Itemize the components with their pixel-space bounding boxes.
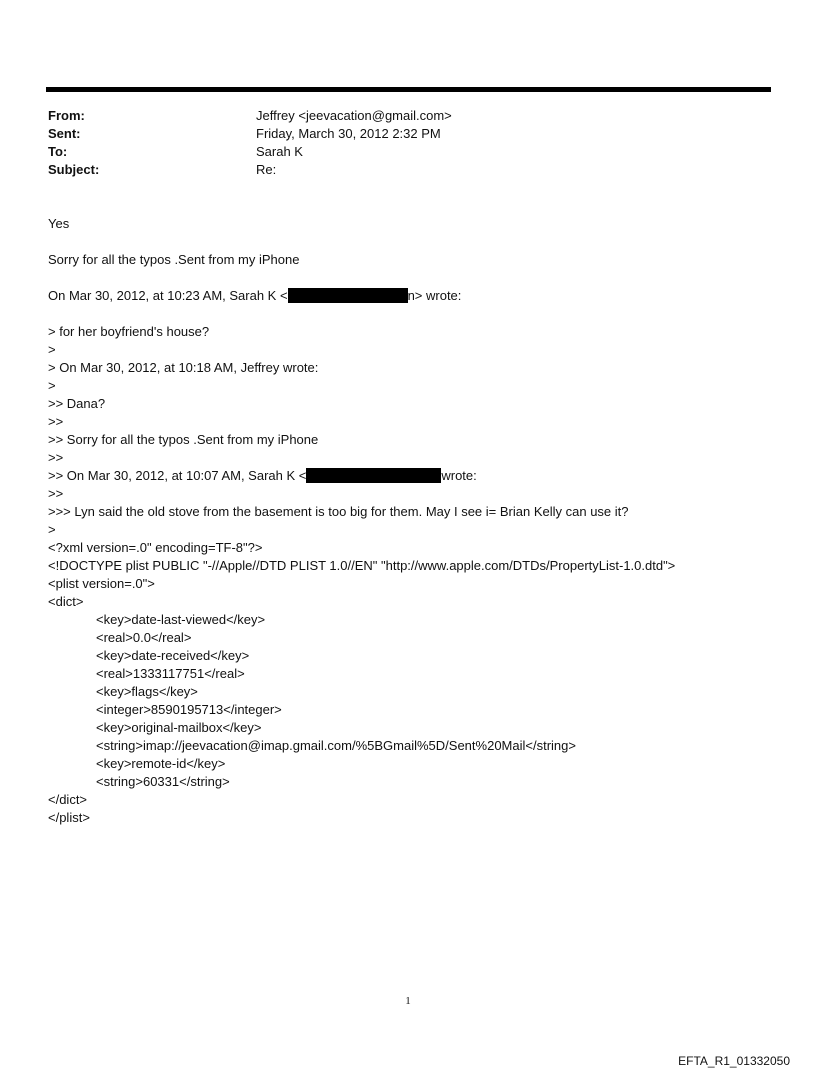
redaction-box	[288, 288, 408, 303]
sent-row	[48, 125, 648, 143]
plist-entry: <real>1333117751</real>	[96, 666, 245, 681]
quoted-line: >> Dana?	[48, 396, 106, 411]
quoted-line: >>	[48, 450, 64, 465]
quote-header-1-prefix: On Mar 30, 2012, at 10:23 AM, Sarah K <	[48, 288, 288, 303]
plist-entry: <real>0.0</real>	[96, 630, 192, 645]
to-label: To:	[48, 144, 68, 159]
page-number: 1	[405, 995, 411, 1007]
xml-line: </dict>	[48, 792, 88, 807]
plist-entry: <key>date-last-viewed</key>	[96, 612, 266, 627]
quoted-line: > for her boyfriend's house?	[48, 324, 210, 339]
from-label: From:	[48, 108, 85, 123]
quoted-line: >>	[48, 486, 64, 501]
plist-entry: <key>flags</key>	[96, 684, 198, 699]
sent-value: Friday, March 30, 2012 2:32 PM	[256, 126, 441, 141]
from-value: Jeffrey <jeevacation@gmail.com>	[256, 108, 452, 123]
xml-line: <dict>	[48, 594, 84, 609]
plist-entry: <integer>8590195713</integer>	[96, 702, 282, 717]
plist-entry: <string>imap://jeevacation@imap.gmail.com/%5BGmail%5D/Sent%20Mail</string>	[96, 738, 576, 753]
sent-label: Sent:	[48, 126, 81, 141]
plist-entry: <string>60331</string>	[96, 774, 230, 789]
quoted-line: >> Sorry for all the typos .Sent from my iPhone	[48, 432, 319, 447]
quote-header-2-prefix: >> On Mar 30, 2012, at 10:07 AM, Sarah K <	[48, 468, 307, 483]
subject-value: Re:	[256, 162, 277, 177]
quote-header-1-suffix: n> wrote:	[407, 288, 462, 303]
reply-text: Yes	[48, 216, 70, 231]
subject-row	[48, 161, 648, 179]
plist-entry: <key>date-received</key>	[96, 648, 250, 663]
xml-line: <!DOCTYPE plist PUBLIC "-//Apple//DTD PLIST 1.0//EN" "http://www.apple.com/DTDs/PropertyList-1.0.dtd">	[48, 558, 676, 573]
xml-line: </plist>	[48, 810, 90, 825]
subject-label: Subject:	[48, 162, 100, 177]
quoted-line: >	[48, 522, 56, 537]
quoted-line: >>	[48, 414, 64, 429]
from-row	[48, 107, 648, 125]
redaction-box	[306, 468, 441, 483]
xml-line: <plist version=.0">	[48, 576, 155, 591]
quoted-line: >	[48, 378, 56, 393]
quoted-line: >>> Lyn said the old stove from the basement is too big for them. May I see i= Brian Kelly can use it?	[48, 504, 629, 519]
xml-line: <?xml version=.0" encoding=TF-8"?>	[48, 540, 263, 555]
header-rule	[46, 87, 771, 92]
to-row	[48, 143, 648, 161]
quote-header-2-suffix: wrote:	[441, 468, 477, 483]
email-body	[48, 215, 788, 827]
signature: Sorry for all the typos .Sent from my iPhone	[48, 252, 300, 267]
plist-entry: <key>remote-id</key>	[96, 756, 226, 771]
document-id: EFTA_R1_01332050	[678, 1054, 790, 1068]
quoted-line: >	[48, 342, 56, 357]
plist-entry: <key>original-mailbox</key>	[96, 720, 262, 735]
quoted-line: > On Mar 30, 2012, at 10:18 AM, Jeffrey wrote:	[48, 360, 319, 375]
to-value: Sarah K	[256, 144, 303, 159]
quote-header-1	[48, 287, 788, 305]
email-header	[48, 107, 648, 179]
quote-header-2	[48, 467, 788, 485]
